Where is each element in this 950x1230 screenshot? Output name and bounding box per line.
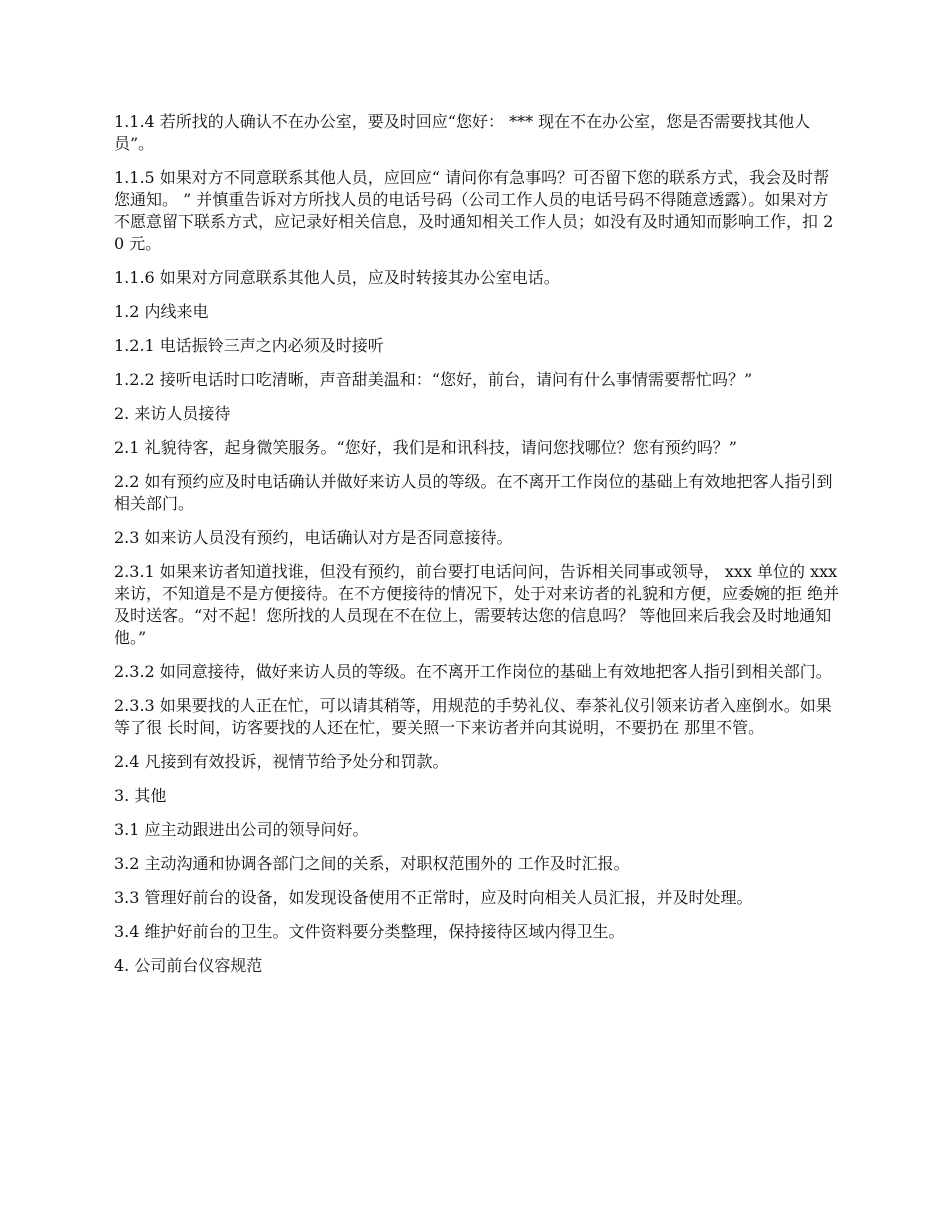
paragraph-1-2-2: 1.2.2 接听电话时口吃清晰，声音甜美温和：“您好，前台，请问有什么事情需要帮忙吗？” bbox=[114, 370, 753, 389]
heading-2: 2. 来访人员接待 bbox=[114, 404, 231, 423]
heading-4: 4. 公司前台仪容规范 bbox=[114, 956, 263, 975]
heading-1-2: 1.2 内线来电 bbox=[114, 302, 209, 321]
paragraph-3-1: 3.1 应主动跟进出公司的领导问好。 bbox=[114, 820, 369, 839]
paragraph-2-4: 2.4 凡接到有效投诉，视情节给予处分和罚款。 bbox=[114, 752, 449, 771]
paragraph-3-2: 3.2 主动沟通和协调各部门之间的关系，对职权范围外的 工作及时汇报。 bbox=[114, 854, 630, 873]
heading-3: 3. 其他 bbox=[114, 786, 167, 805]
paragraph-2-1: 2.1 礼貌待客，起身微笑服务。“您好，我们是和讯科技，请问您找哪位？您有预约吗？” bbox=[114, 438, 737, 457]
paragraph-1-2-1: 1.2.1 电话振铃三声之内必须及时接听 bbox=[114, 336, 384, 355]
document-page bbox=[114, 111, 840, 989]
paragraph-1-1-4: 1.1.4 若所找的人确认不在办公室，要及时回应“您好： *** 现在不在办公室，您是否需要找其他人员”。 bbox=[114, 112, 811, 153]
paragraph-1-1-5: 1.1.5 如果对方不同意联系其他人员，应回应“ 请问你有急事吗？可否留下您的联系方式，我会及时帮您通知。 ” 并慎重告诉对方所找人员的电话号码（公司工作人员的电话号码不得随意透露）。如果对方不愿意留下联系方式，应记录好相关信息，及时通知相关工作人员；如没有及时通知而影响工作，扣 20 元。 bbox=[114, 168, 834, 253]
paragraph-2-3: 2.3 如来访人员没有预约，电话确认对方是否同意接待。 bbox=[114, 528, 513, 547]
paragraph-2-2: 2.2 如有预约应及时电话确认并做好来访人员的等级。在不离开工作岗位的基础上有效地把客人指引到相关部门。 bbox=[114, 472, 833, 513]
paragraph-3-4: 3.4 维护好前台的卫生。文件资料要分类整理，保持接待区域内得卫生。 bbox=[114, 922, 625, 941]
paragraph-1-1-6: 1.1.6 如果对方同意联系其他人员，应及时转接其办公室电话。 bbox=[114, 268, 560, 287]
paragraph-3-3: 3.3 管理好前台的设备，如发现设备使用不正常时，应及时向相关人员汇报，并及时处理。 bbox=[114, 888, 753, 907]
paragraph-2-3-1: 2.3.1 如果来访者知道找谁，但没有预约，前台要打电话问问，告诉相关同事或领导， xxx 单位的 xxx 来访，不知道是不是方便接待。在不方便接待的情况下，处于对来访者的礼貌和方便，应委婉的拒 绝并及时送客。“对不起！您所找的人员现在不在位上，需要转达您的信息吗？ 等他回来后我会及时地通知他。” bbox=[114, 562, 840, 647]
paragraph-2-3-2: 2.3.2 如同意接待，做好来访人员的等级。在不离开工作岗位的基础上有效地把客人指引到相关部门。 bbox=[114, 662, 832, 681]
paragraph-2-3-3: 2.3.3 如果要找的人正在忙，可以请其稍等，用规范的手势礼仪、奉茶礼仪引领来访者入座倒水。如果等了很 长时间，访客要找的人还在忙，要关照一下来访者并向其说明，不要扔在 那里不管。 bbox=[114, 696, 832, 737]
